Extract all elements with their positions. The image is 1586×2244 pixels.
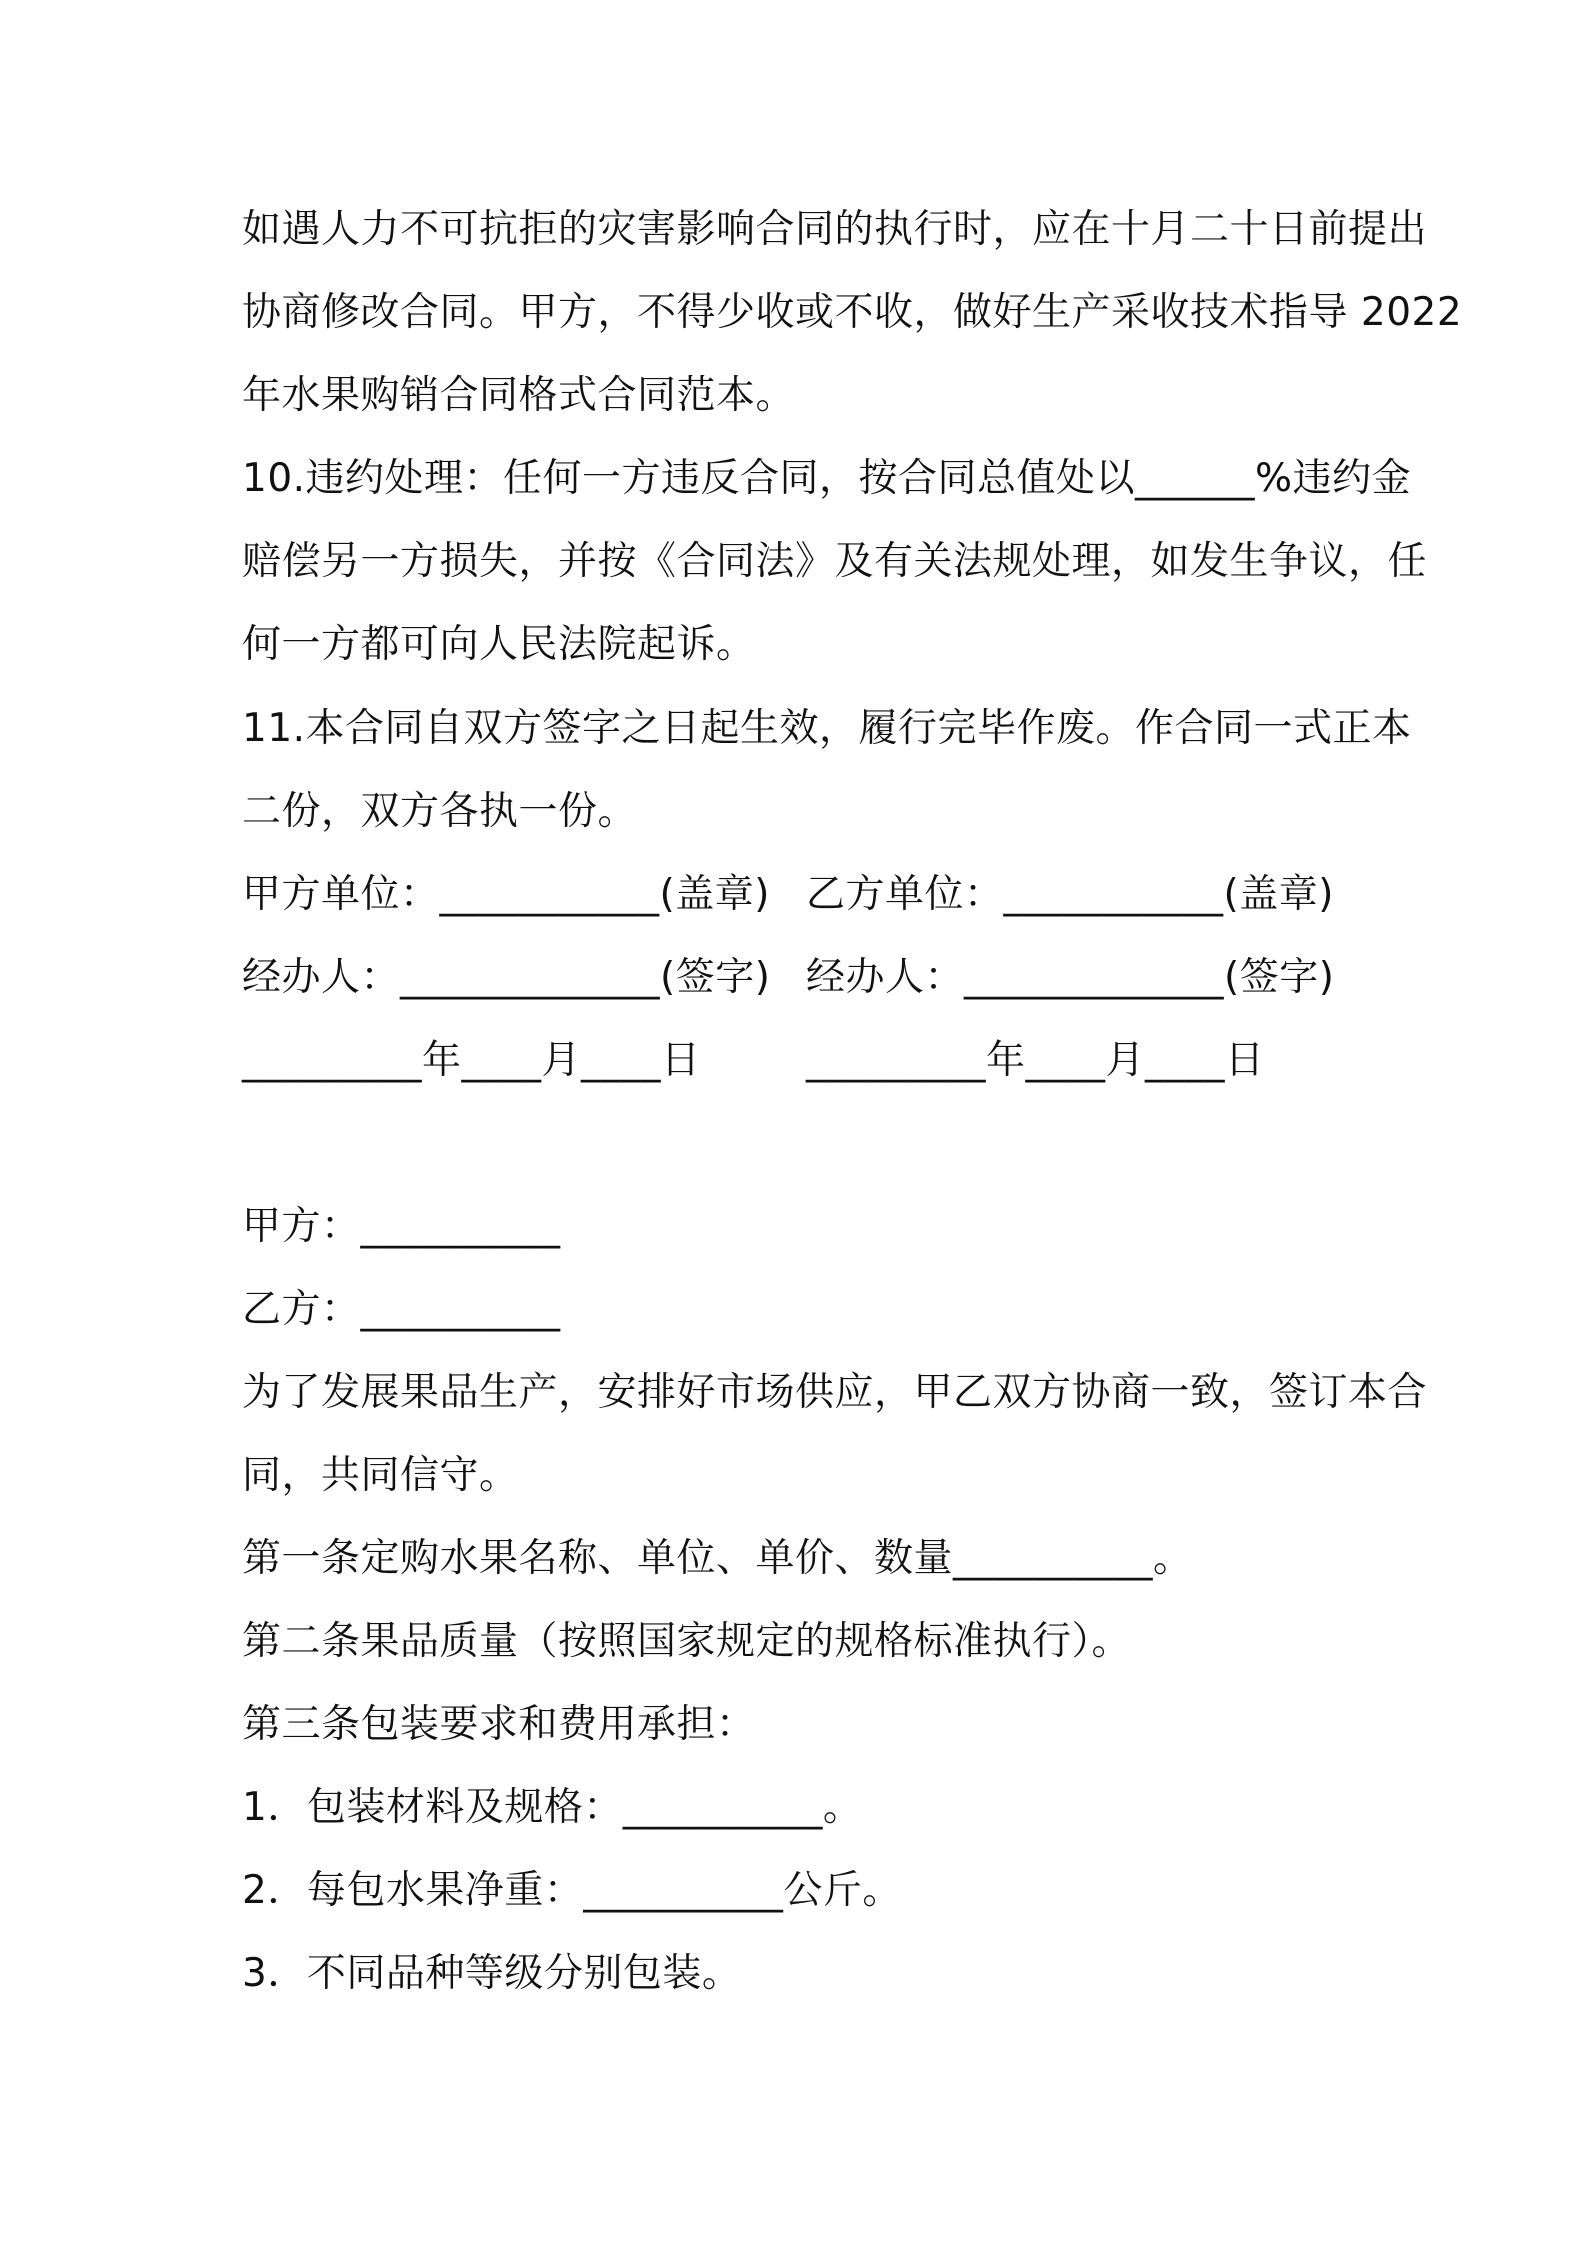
party-b-line: 乙方：__________	[242, 1287, 561, 1332]
party-a-unit: 甲方单位：___________(盖章)	[242, 872, 770, 917]
article-3-item-2: 2．每包水果净重：__________公斤。	[242, 1868, 902, 1913]
party-b-unit: 乙方单位：___________(盖章)	[806, 872, 1334, 917]
party-a-line: 甲方：__________	[242, 1204, 561, 1249]
clause-11-line-2: 二份，双方各执一份。	[242, 789, 638, 834]
party-b-agent: 经办人：_____________(签字)	[806, 955, 1335, 1000]
preamble-line-1: 为了发展果品生产，安排好市场供应，甲乙双方协商一致，签订本合	[242, 1370, 1428, 1415]
article-3-item-1: 1．包装材料及规格：__________。	[242, 1785, 863, 1830]
party-b-date: _________年____月____日	[806, 1038, 1265, 1083]
force-majeure-line-2: 协商修改合同。甲方，不得少收或不收，做好生产采收技术指导 2022	[242, 290, 1463, 335]
preamble-line-2: 同，共同信守。	[242, 1453, 519, 1498]
party-a-agent: 经办人：_____________(签字)	[242, 955, 771, 1000]
clause-10-line-1: 10.违约处理：任何一方违反合同，按合同总值处以______%违约金	[242, 456, 1412, 501]
party-a-date: _________年____月____日	[242, 1038, 701, 1083]
article-1: 第一条定购水果名称、单位、单价、数量__________。	[242, 1536, 1193, 1581]
clause-10-line-3: 何一方都可向人民法院起诉。	[242, 622, 756, 667]
article-3-item-3: 3．不同品种等级分别包装。	[242, 1951, 742, 1996]
article-3: 第三条包装要求和费用承担：	[242, 1702, 756, 1747]
article-2: 第二条果品质量（按照国家规定的规格标准执行）。	[242, 1619, 1132, 1664]
clause-10-line-2: 赔偿另一方损失，并按《合同法》及有关法规处理，如发生争议，任	[242, 539, 1428, 584]
force-majeure-line-3: 年水果购销合同格式合同范本。	[242, 373, 796, 418]
clause-11-line-1: 11.本合同自双方签字之日起生效，履行完毕作废。作合同一式正本	[242, 706, 1412, 751]
force-majeure-line-1: 如遇人力不可抗拒的灾害影响合同的执行时，应在十月二十日前提出	[242, 207, 1428, 252]
